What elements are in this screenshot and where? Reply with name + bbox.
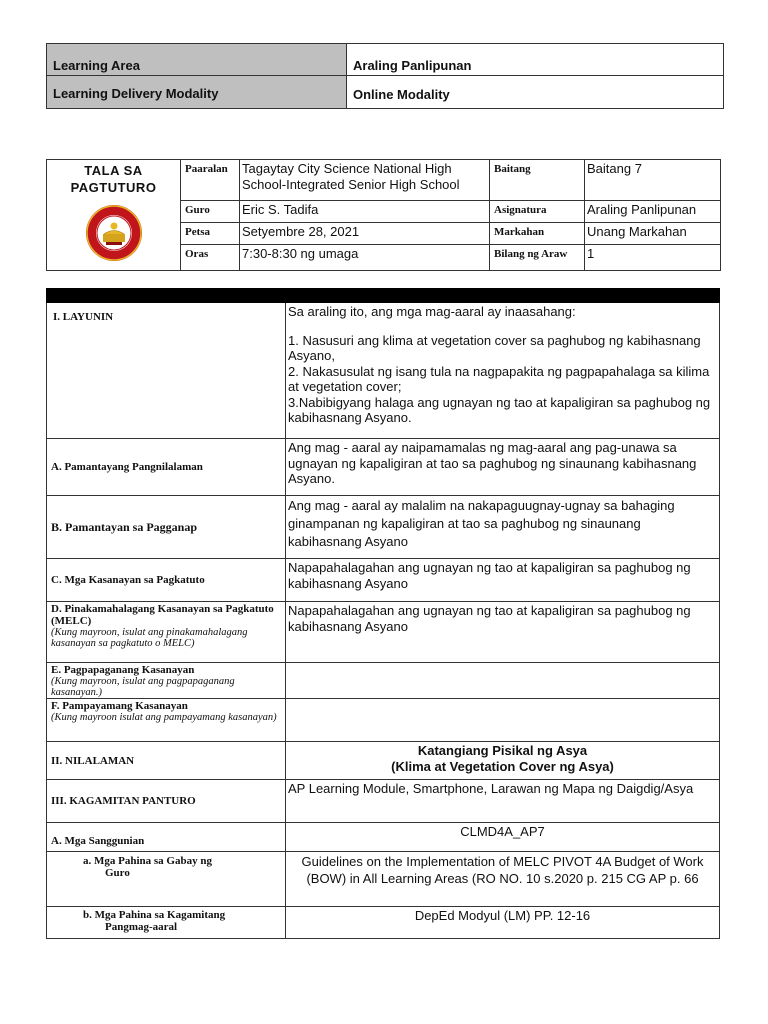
layunin-cell bbox=[286, 303, 720, 439]
table-header-bar bbox=[47, 289, 720, 303]
asignatura-label: Asignatura bbox=[490, 201, 585, 223]
oras-value: 7:30-8:30 ng umaga bbox=[240, 245, 490, 271]
pagpapaganang-value bbox=[286, 663, 720, 699]
nilalaman-title: Katangiang Pisikal ng Asya bbox=[417, 743, 588, 758]
kagamitan-value: AP Learning Module, Smartphone, Larawan ng Mapa ng Daigdig/Asya bbox=[286, 780, 720, 823]
asignatura-value: Araling Panlipunan bbox=[585, 201, 721, 223]
nilalaman-label: II. NILALAMAN bbox=[47, 742, 286, 780]
melc-note: (Kung mayroon, isulat ang pinakamahalagang kasanayan sa pagkatuto o MELC) bbox=[51, 627, 248, 649]
petsa-value: Setyembre 28, 2021 bbox=[240, 223, 490, 245]
pamantayan-sa-pagganap-row bbox=[47, 496, 720, 559]
layunin-label: I. LAYUNIN bbox=[47, 303, 286, 439]
nilalaman-cell bbox=[286, 742, 720, 780]
pampayamang-label: F. Pampayamang Kasanayan bbox=[51, 700, 188, 712]
kagamitang-row bbox=[47, 907, 720, 939]
pagpapaganang-label: E. Pagpapaganang Kasanayan bbox=[51, 664, 195, 676]
baitang-value: Baitang 7 bbox=[585, 160, 721, 201]
layunin-row bbox=[47, 303, 720, 439]
gabay-row bbox=[47, 852, 720, 907]
melc-label: D. Pinakamahalagang Kasanayan sa Pagkatuto (MELC) bbox=[51, 603, 274, 627]
sanggunian-row bbox=[47, 823, 720, 852]
petsa-label: Petsa bbox=[181, 223, 240, 245]
learning-area-value: Araling Panlipunan bbox=[347, 44, 724, 76]
sanggunian-value: CLMD4A_AP7 bbox=[286, 823, 720, 852]
kagamitang-value: DepEd Modyul (LM) PP. 12-16 bbox=[286, 907, 720, 939]
nilalaman-row bbox=[47, 742, 720, 780]
school-seal-icon bbox=[84, 203, 144, 266]
lesson-plan-table bbox=[46, 288, 720, 939]
pamantayan-sa-pagganap-value: Ang mag - aaral ay malalim na nakapaguugnay-ugnay sa bahaging ginampanan ng kapaligiran at tao sa paghubog ng sinaunang kabihasnang Asyano bbox=[286, 496, 720, 559]
baitang-label: Baitang bbox=[490, 160, 585, 201]
pampayamang-cell bbox=[47, 699, 286, 742]
layunin-item-3: 3.Nabibigyang halaga ang ugnayan ng tao at kapaligiran sa paghubog ng kabihasnang Asyano. bbox=[288, 394, 711, 425]
markahan-label: Markahan bbox=[490, 223, 585, 245]
modality-value: Online Modality bbox=[347, 76, 724, 109]
pamantayang-pangnilalaman-label: A. Pamantayang Pangnilalaman bbox=[47, 439, 286, 496]
bilang-ng-araw-label: Bilang ng Araw bbox=[490, 245, 585, 271]
kagamitan-row bbox=[47, 780, 720, 823]
pamantayang-pangnilalaman-value: Ang mag - aaral ay naipamamalas ng mag-aaral ang pag-unawa sa ugnayan ng kapaligiran at tao sa paghubog ng sinaunang kabihasnang Asyano. bbox=[286, 439, 720, 496]
sanggunian-label: A. Mga Sanggunian bbox=[47, 823, 286, 852]
modality-label: Learning Delivery Modality bbox=[47, 76, 347, 109]
learning-area-label: Learning Area bbox=[47, 44, 347, 76]
kagamitang-label-line2: Pangmag-aaral bbox=[105, 921, 178, 933]
guro-label: Guro bbox=[181, 201, 240, 223]
melc-cell bbox=[47, 602, 286, 663]
oras-label: Oras bbox=[181, 245, 240, 271]
kagamitang-label-line1: b. Mga Pahina sa Kagamitang bbox=[83, 909, 226, 921]
pamantayan-sa-pagganap-label: B. Pamantayan sa Pagganap bbox=[47, 496, 286, 559]
nilalaman-subtitle: (Klima at Vegetation Cover ng Asya) bbox=[391, 758, 614, 774]
pagpapaganang-row bbox=[47, 663, 720, 699]
pamantayang-pangnilalaman-row bbox=[47, 439, 720, 496]
tala-title-line2: PAGTUTURO bbox=[70, 180, 157, 195]
layunin-item-2: 2. Nakasusulat ng isang tula na nagpapakita ng pagpapahalaga sa kilima at vegetation cover; bbox=[288, 363, 710, 394]
paaralan-value: Tagaytay City Science National High School-Integrated Senior High School bbox=[240, 160, 490, 201]
melc-row bbox=[47, 602, 720, 663]
gabay-value: Guidelines on the Implementation of MELC PIVOT 4A Budget of Work (BOW) in All Learning Areas (RO NO. 10 s.2020 p. 215 CG AP p. 66 bbox=[286, 852, 720, 907]
kagamitan-label: III. KAGAMITAN PANTURO bbox=[47, 780, 286, 823]
layunin-item-1: 1. Nasusuri ang klima at vegetation cover sa paghubog ng kabihasnang Asyano, bbox=[288, 332, 701, 363]
pampayamang-row bbox=[47, 699, 720, 742]
kasanayan-sa-pagkatuto-label: C. Mga Kasanayan sa Pagkatuto bbox=[47, 559, 286, 602]
markahan-value: Unang Markahan bbox=[585, 223, 721, 245]
gabay-label-line1: a. Mga Pahina sa Gabay ng bbox=[83, 855, 212, 867]
bilang-ng-araw-value: 1 bbox=[585, 245, 721, 271]
header-table bbox=[46, 43, 724, 109]
layunin-intro: Sa araling ito, ang mga mag-aaral ay inaasahang: bbox=[288, 304, 576, 319]
kasanayan-sa-pagkatuto-value: Napapahalagahan ang ugnayan ng tao at kapaligiran sa paghubog ng kabihasnang Asyano bbox=[286, 559, 720, 602]
melc-value: Napapahalagahan ang ugnayan ng tao at kapaligiran sa paghubog ng kabihasnang Asyano bbox=[286, 602, 720, 663]
gabay-cell bbox=[47, 852, 286, 907]
kagamitang-cell bbox=[47, 907, 286, 939]
pampayamang-note: (Kung mayroon isulat ang pampayamang kasanayan) bbox=[51, 712, 277, 723]
gabay-label-line2: Guro bbox=[105, 867, 130, 879]
pagpapaganang-cell bbox=[47, 663, 286, 699]
tala-cell bbox=[47, 160, 181, 271]
pampayamang-value bbox=[286, 699, 720, 742]
lesson-info-table bbox=[46, 159, 721, 271]
pagpapaganang-note: (Kung mayroon, isulat ang pagpapaganang kasanayan.) bbox=[51, 676, 235, 698]
paaralan-label: Paaralan bbox=[181, 160, 240, 201]
kasanayan-sa-pagkatuto-row bbox=[47, 559, 720, 602]
tala-title-line1: TALA SA bbox=[84, 163, 143, 178]
guro-value: Eric S. Tadifa bbox=[240, 201, 490, 223]
